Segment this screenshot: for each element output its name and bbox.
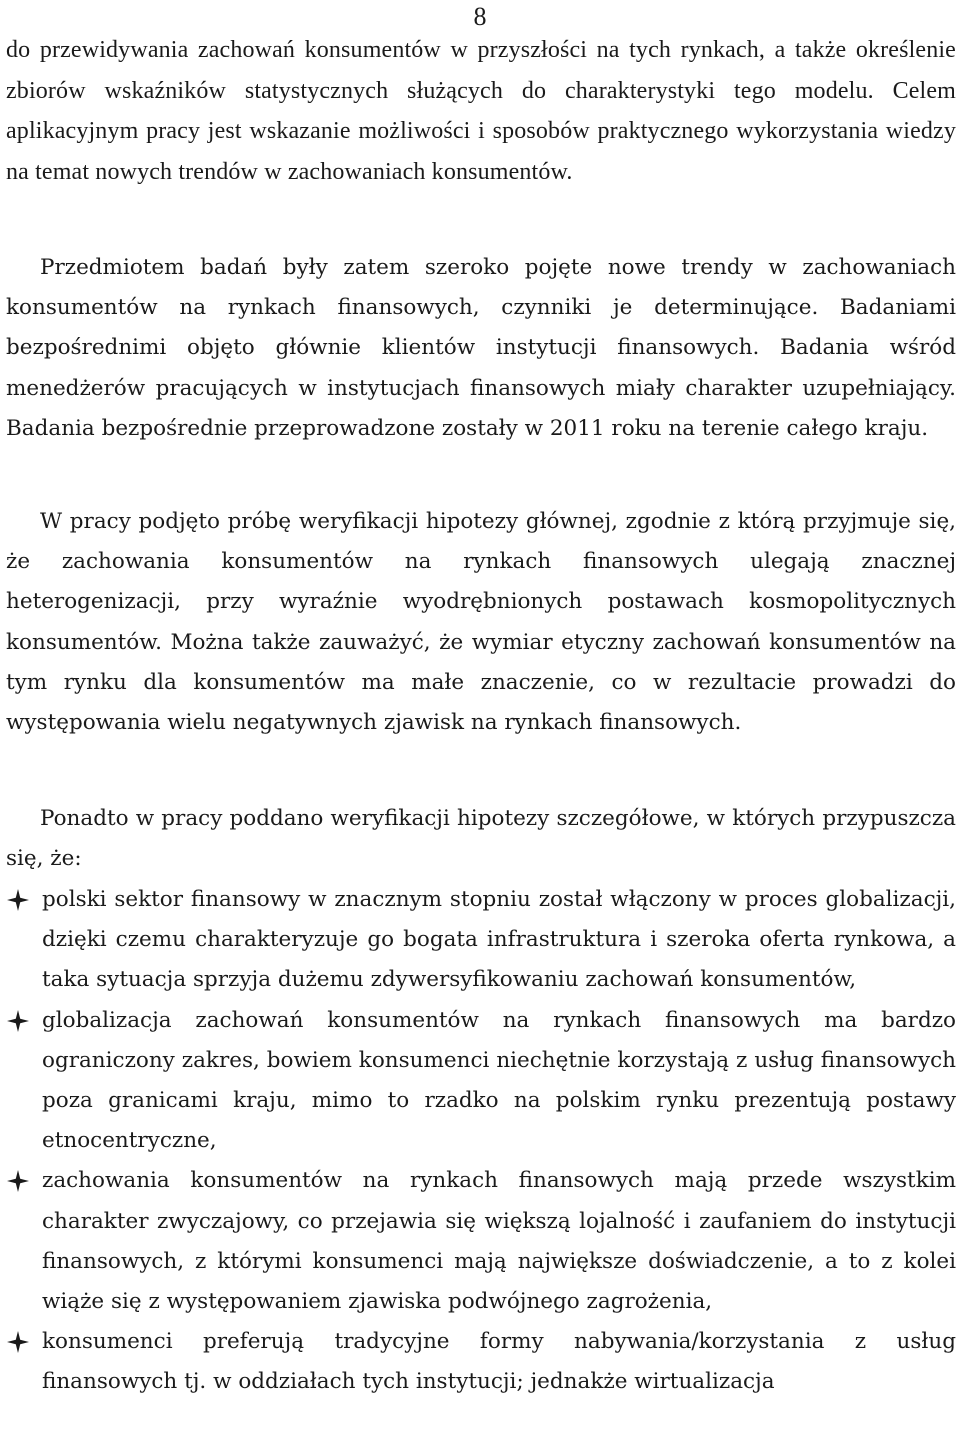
- page-number: 8: [473, 2, 487, 31]
- paragraph-research-subject: Przedmiotem badań były zatem szeroko pojęte nowe trendy w zachowaniach konsumentów na rynkach finansowych, czynniki je determinujące. Badaniami bezpośrednimi objęto głównie klientów instytucji finansowych. Badania wśród menedżerów pracujących w instytucjach finansowych miały charakter uzupełniający. Badania bezpośrednie przeprowadzone zostały w 2011 roku na terenie całego kraju.: [6, 255, 956, 441]
- four-pointed-star-icon: [6, 1322, 30, 1362]
- list-item: [6, 1161, 956, 1322]
- four-pointed-star-icon: [6, 880, 30, 920]
- paragraph-main-hypothesis: W pracy podjęto próbę weryfikacji hipotezy głównej, zgodnie z którą przyjmuje się, że zachowania konsumentów na rynkach finansowych ulegają znacznej heterogenizacji, przy wyraźnie wyodrębnionych postawach kosmopolitycznych konsumentów. Można także zauważyć, że wymiar etyczny zachowań konsumentów na tym rynku dla konsumentów ma małe znaczenie, co w rezultacie prowadzi do występowania wielu negatywnych zjawisk na rynkach finansowych.: [6, 509, 956, 736]
- list-item-text: polski sektor finansowy w znacznym stopniu został włączony w proces globalizacji, dzięki czemu charakteryzuje go bogata infrastruktura i szeroka oferta rynkowa, a taka sytuacja sprzyja dużemu zdywersyfikowaniu zachowań konsumentów,: [42, 887, 956, 993]
- list-item: [6, 1322, 956, 1402]
- paragraph-detailed-hypotheses-intro: Ponadto w pracy poddano weryfikacji hipotezy szczegółowe, w których przypuszcza się, że:: [6, 806, 956, 872]
- list-item-text: zachowania konsumentów na rynkach finansowych mają przede wszystkim charakter zwyczajowy, co przejawia się większą lojalność i zaufaniem do instytucji finansowych, z którymi konsumenci mają największe doświadczenie, a to z kolei wiąże się z występowaniem zjawiska podwójnego zagrożenia,: [42, 1168, 956, 1315]
- paragraph-intro: do przewidywania zachowań konsumentów w przyszłości na tych rynkach, a także określenie zbiorów wskaźników statystycznych służących do charakterystyki tego modelu. Celem aplikacyjnym pracy jest wskazanie możliwości i sposobów praktycznego wykorzystania wiedzy na temat nowych trendów w zachowaniach konsumentów.: [6, 37, 956, 185]
- four-pointed-star-icon: [6, 1161, 30, 1201]
- four-pointed-star-icon: [6, 1001, 30, 1041]
- list-item: [6, 880, 956, 1001]
- list-item-text: globalizacja zachowań konsumentów na rynkach finansowych ma bardzo ograniczony zakres, bowiem konsumenci niechętnie korzystają z usług finansowych poza granicami kraju, mimo to rzadko na polskim rynku prezentują postawy etnocentryczne,: [42, 1007, 956, 1154]
- list-item: [6, 1001, 956, 1162]
- list-item-text: konsumenci preferują tradycyjne formy nabywania/korzystania z usług finansowych tj. w oddziałach tych instytucji; jednakże wirtualizacja: [42, 1329, 956, 1395]
- hypotheses-list: [6, 880, 956, 1403]
